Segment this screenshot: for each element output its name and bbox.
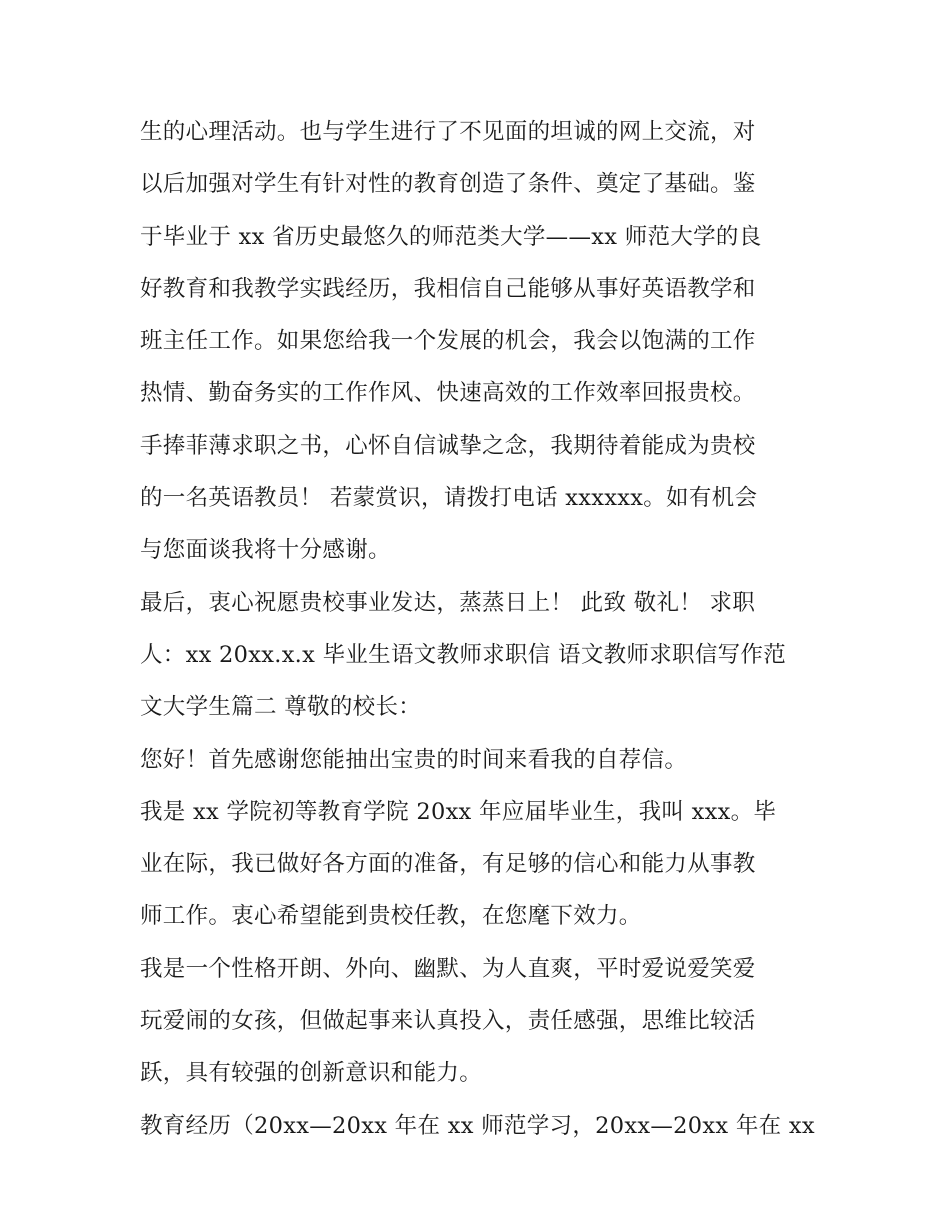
text-line: 手捧菲薄求职之书，心怀自信诚挚之念，我期待着能成为贵校 <box>140 432 756 459</box>
letter-body <box>140 106 820 1152</box>
text-line: 以后加强对学生有针对性的教育创造了条件、奠定了基础。鉴 <box>140 171 756 198</box>
text-line: 我是 xx 学院初等教育学院 20xx 年应届毕业生，我叫 xxx。毕 <box>140 798 777 825</box>
text-line: 班主任工作。如果您给我一个发展的机会，我会以饱满的工作 <box>140 328 756 355</box>
text-line: 玩爱闹的女孩，但做起事来认真投入，责任感强，思维比较活 <box>140 1008 756 1035</box>
text-line: 生的心理活动。也与学生进行了不见面的坦诚的网上交流，对 <box>140 119 756 145</box>
text-line: 教育经历（20xx—20xx 年在 xx 师范学习，20xx—20xx 年在 xx <box>140 1112 815 1139</box>
text-line: 热情、勤奋务实的工作作风、快速高效的工作效率回报贵校。 <box>140 380 756 407</box>
text-line: 跃，具有较强的创新意识和能力。 <box>140 1060 483 1087</box>
text-line: 文大学生篇二 尊敬的校长： <box>140 694 422 721</box>
text-line: 的一名英语教员！ 若蒙赏识，请拨打电话 xxxxxx。如有机会 <box>140 485 758 512</box>
text-line: 我是一个性格开朗、外向、幽默、为人直爽，平时爱说爱笑爱 <box>140 955 756 982</box>
text-line: 师工作。衷心希望能到贵校任教，在您麾下效力。 <box>140 903 642 930</box>
text-line: 业在际，我已做好各方面的准备，有足够的信心和能力从事教 <box>140 851 756 878</box>
text-line: 人：xx 20xx.x.x 毕业生语文教师求职信 语文教师求职信写作范 <box>140 641 787 668</box>
text-line: 您好！首先感谢您能抽出宝贵的时间来看我的自荐信。 <box>140 746 688 773</box>
text-line: 于毕业于 xx 省历史最悠久的师范类大学——xx 师范大学的良 <box>140 223 762 250</box>
text-line: 与您面谈我将十分感谢。 <box>140 537 391 564</box>
text-line: 好教育和我教学实践经历，我相信自己能够从事好英语教学和 <box>140 275 756 302</box>
text-line: 最后，衷心祝愿贵校事业发达，蒸蒸日上！ 此致 敬礼！ 求职 <box>140 589 756 616</box>
